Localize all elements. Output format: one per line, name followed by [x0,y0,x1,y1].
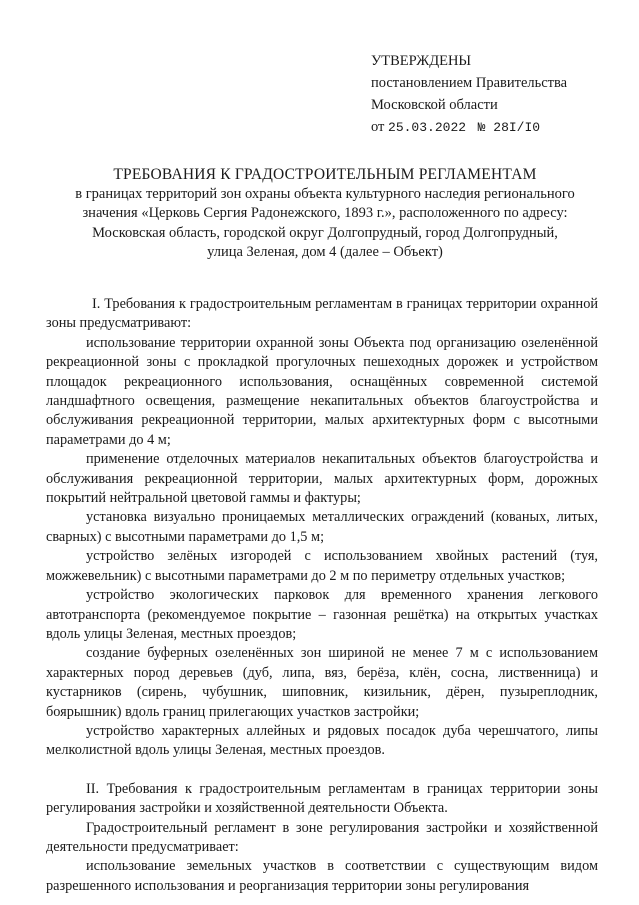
paragraph: устройство зелёных изгородей с использованием хвойных растений (туя, можжевельник) с высотными параметрами до 2 м по периметру отдельных участков; [46,548,598,584]
title-main: ТРЕБОВАНИЯ К ГРАДОСТРОИТЕЛЬНЫМ РЕГЛАМЕНТАМ [113,166,537,183]
approval-date-prefix: от [371,119,385,135]
paragraph: использование территории охранной зоны Объекта под организацию озеленённой рекреационной зоны с прокладкой прогулочных пешеходных дорожек и устройством площадок рекреационного использования, оснащённых современной системой ландшафтного освещения, размещение некапитальных объектов благоустройства и обслуживания рекреационной территории, малых архитектурных форм с высотными параметрами до 4 м; [46,334,598,448]
paragraph: устройство экологических парковок для временного хранения легкового автотранспорта (рекомендуемое покрытие – газонная решётка) на открытых участках вдоль улицы Зеленая, местных проездов; [46,587,598,642]
paragraph: устройство характерных аллейных и рядовых посадок дуба черешчатого, липы мелколистной вдоль улицы Зеленая, местных проездов. [46,722,598,759]
approval-stamp [371,50,567,139]
approval-date: 25.03.2022 [388,120,467,135]
title-line: улица Зеленая, дом 4 (далее – Объект) [207,244,443,260]
paragraph: создание буферных озеленённых зон шириной не менее 7 м с использованием характерных пород деревьев (дуб, липа, вяз, берёза, клён, сосна, лиственница) и кустарников (сирень, чубушник, шиповник, кизильник, дёрен, пузыреплодник, боярышник) вдоль границ прилегающих участков застройки; [46,645,598,720]
paragraph: установка визуально проницаемых металлических ограждений (кованых, литых, сварных) с высотными параметрами до 1,5 м; [46,509,598,545]
paragraph: Градостроительный регламент в зоне регулирования застройки и хозяйственной деятельности предусматривает: [46,819,598,855]
paragraph: применение отделочных материалов некапитальных объектов благоустройства и обслуживания рекреационной территории, малых архитектурных форм, дорожных покрытий нейтральной цветовой гаммы и фактуры; [46,451,598,507]
section-1-heading: I. Требования к градостроительным регламентам в границах территории охранной зоны предусматривают: [46,296,598,332]
approval-date-line [371,116,567,139]
paragraph: использование земельных участков в соответствии с существующим видом разрешенного использования и реорганизация территории зоны регулирования [46,858,598,894]
title-line: значения «Церковь Сергия Радонежского, 1893 г.», расположенного по адресу: [82,205,568,221]
section-2-heading: II. Требования к градостроительным регламентам в границах территории зоны регулирования застройки и хозяйственной деятельности Объекта. [46,780,598,817]
title-line: в границах территорий зон охраны объекта культурного наследия регионального [75,185,575,202]
document-title [30,165,620,263]
approval-line-2: Московской области [371,97,498,113]
document-body [46,295,598,896]
title-line: Московская область, городской округ Долгопрудный, город Долгопрудный, [92,224,558,241]
approval-line-1: постановлением Правительства [371,75,568,91]
approval-heading: УТВЕРЖДЕНЫ [371,53,472,69]
approval-number: № 28I/I0 [477,120,541,135]
